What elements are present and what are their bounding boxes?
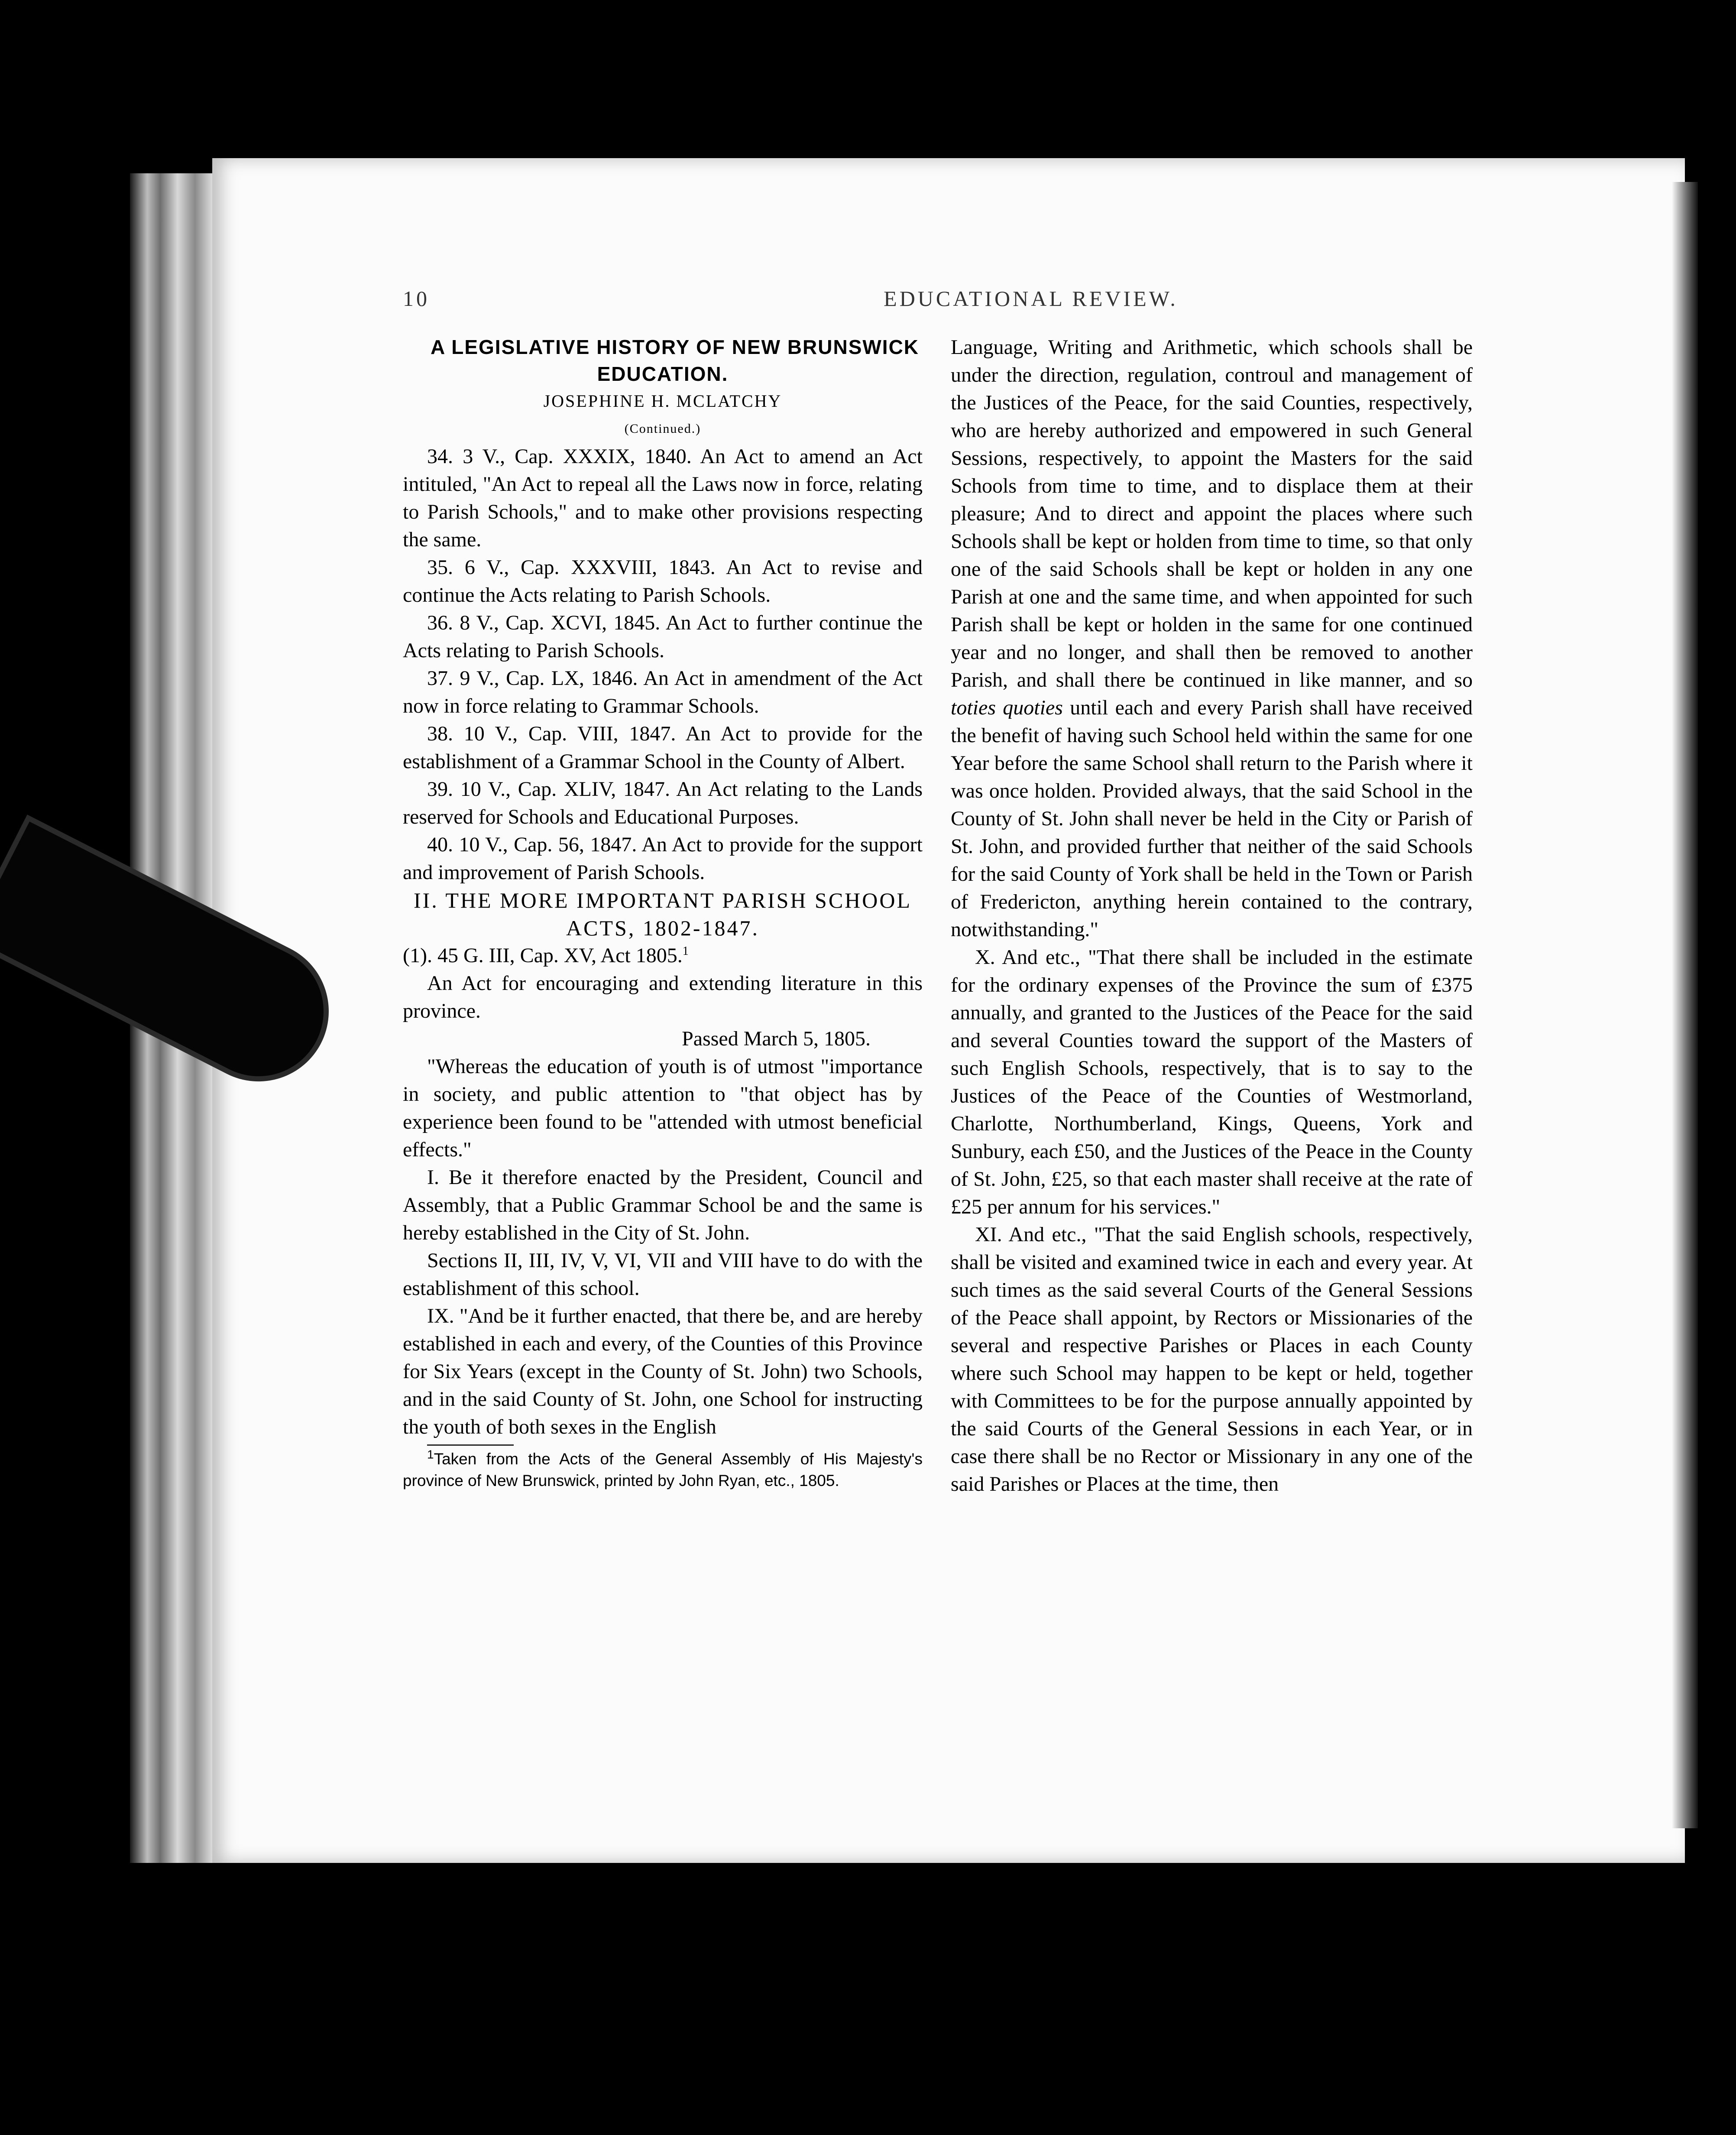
act-37: 37. 9 V., Cap. LX, 1846. An Act in amendment of the Act now in force relating to Grammar Schools.: [403, 667, 923, 717]
act-39: 39. 10 V., Cap. XLIV, 1847. An Act relating to the Lands reserved for Schools and Educational Purposes.: [403, 778, 923, 828]
right-column: [951, 334, 1473, 1498]
page-edge-shadow: [1672, 182, 1698, 1828]
act-reference-text: (1). 45 G. III, Cap. XV, Act 1805.: [403, 944, 683, 967]
section-ix-text-a: Language, Writing and Arithmetic, which schools shall be under the direction, regulation, controul and management of the Justices of the Peace, for the said Counties, respectively, who are hereby authorized and empowered in such General Sessions, respectively, to appoint the Masters for the said Schools from time to time, and to displace them at their pleasure; And to direct and appoint the places where such Schools shall be kept or holden from time to time, so that only one of the said Schools shall be kept or holden in any one Parish at one and the same time, and when appointed for such Parish shall be kept or holden in the same for one continued year and no longer, and shall then be removed to another Parish, and shall there be continued in like manner, and so: [951, 336, 1473, 691]
section-heading: II. THE MORE IMPORTANT PARISH SCHOOL ACTS, 1802-1847.: [413, 888, 912, 940]
section-ix-continued: [951, 334, 1473, 944]
act-reference: [403, 942, 923, 970]
passed-date: Passed March 5, 1805.: [682, 1027, 871, 1050]
sections-note-paragraph: Sections II, III, IV, V, VI, VII and VIII have to do with the establishment of this school.: [403, 1249, 923, 1300]
article-author: JOSEPHINE H. MCLATCHY: [543, 391, 782, 411]
page-number: 10: [403, 286, 430, 311]
section-ix-text-b: until each and every Parish shall have received the benefit of having such School held within the same for one Year before the same School shall return to the Parish where it was once holden. Provided always, that the said School in the County of St. John shall never be held in the City or Parish of St. John, and provided further that neither of the said Schools for the said County of York shall be held in the Town or Parish of Fredericton, anything herein contained to the contrary, notwithstanding.": [951, 696, 1473, 941]
act-36: 36. 8 V., Cap. XCVI, 1845. An Act to further continue the Acts relating to Parish Schools.: [403, 611, 923, 662]
act-35: 35. 6 V., Cap. XXXVIII, 1843. An Act to revise and continue the Acts relating to Parish Schools.: [403, 556, 923, 607]
footnote-rule: [427, 1444, 514, 1446]
act-34: 34. 3 V., Cap. XXXIX, 1840. An Act to amend an Act intituled, "An Act to repeal all the Laws now in force, relating to Parish Schools," and to make other provisions respecting the same.: [403, 445, 923, 551]
footnote-number: 1: [427, 1447, 434, 1461]
left-column: [403, 334, 923, 1492]
footnote-text: Taken from the Acts of the General Assembly of His Majesty's province of New Brunswick, printed by John Ryan, etc., 1805.: [403, 1450, 923, 1489]
footnote-marker: 1: [682, 944, 689, 958]
act-40: 40. 10 V., Cap. 56, 1847. An Act to provide for the support and improvement of Parish Schools.: [403, 833, 923, 884]
section-i-paragraph: I. Be it therefore enacted by the President, Council and Assembly, that a Public Grammar School be and the same is hereby established in the City of St. John.: [403, 1166, 923, 1244]
article-title: A LEGISLATIVE HISTORY OF NEW BRUNSWICK EDUCATION.: [430, 336, 920, 385]
section-xi-paragraph: XI. And etc., "That the said English schools, respectively, shall be visited and examined twice in each and every year. At such times as the said several Courts of the General Sessions of the Peace shall appoint, by Rectors or Missionaries of the several and respective Parishes or Places in each County where such School may happen to be kept or held, together with Committees to be for the purpose annually appointed by the said Courts of the General Sessions in each Year, or in case there shall be no Rector or Missionary in any one of the said Parishes or Places at the time, then: [951, 1223, 1473, 1496]
journal-title: EDUCATIONAL REVIEW.: [884, 286, 1178, 311]
act-title: An Act for encouraging and extending literature in this province.: [403, 972, 923, 1022]
act-38: 38. 10 V., Cap. VIII, 1847. An Act to provide for the establishment of a Grammar School in the County of Albert.: [403, 722, 923, 773]
section-x-paragraph: X. And etc., "That there shall be included in the estimate for the ordinary expenses of the Province the sum of £375 annually, and granted to the Justices of the Peace for the said and several Counties toward the support of the Masters of such English Schools, respectively, that is to say to the Justices of the Peace of the Counties of Westmorland, Charlotte, Northumberland, Kings, Queens, York and Sunbury, each £50, and the Justices of the Peace in the County of St. John, £25, so that each master shall receive at the rate of £25 per annum for his services.": [951, 946, 1473, 1218]
preamble-paragraph: "Whereas the education of youth is of utmost "importance in society, and public attention to "that object has by experience been found to be "attended with utmost beneficial effects.": [403, 1055, 923, 1161]
continued-note: (Continued.): [624, 422, 701, 436]
latin-phrase: toties quoties: [951, 696, 1063, 719]
running-head: [403, 286, 1633, 316]
section-ix-paragraph: IX. "And be it further enacted, that there be, and are hereby established in each and every, of the Counties of this Province for Six Years (except in the County of St. John) two Schools, and in the said County of St. John, one School for instructing the youth of both sexes in the English: [403, 1304, 923, 1438]
footnote: [403, 1448, 923, 1492]
